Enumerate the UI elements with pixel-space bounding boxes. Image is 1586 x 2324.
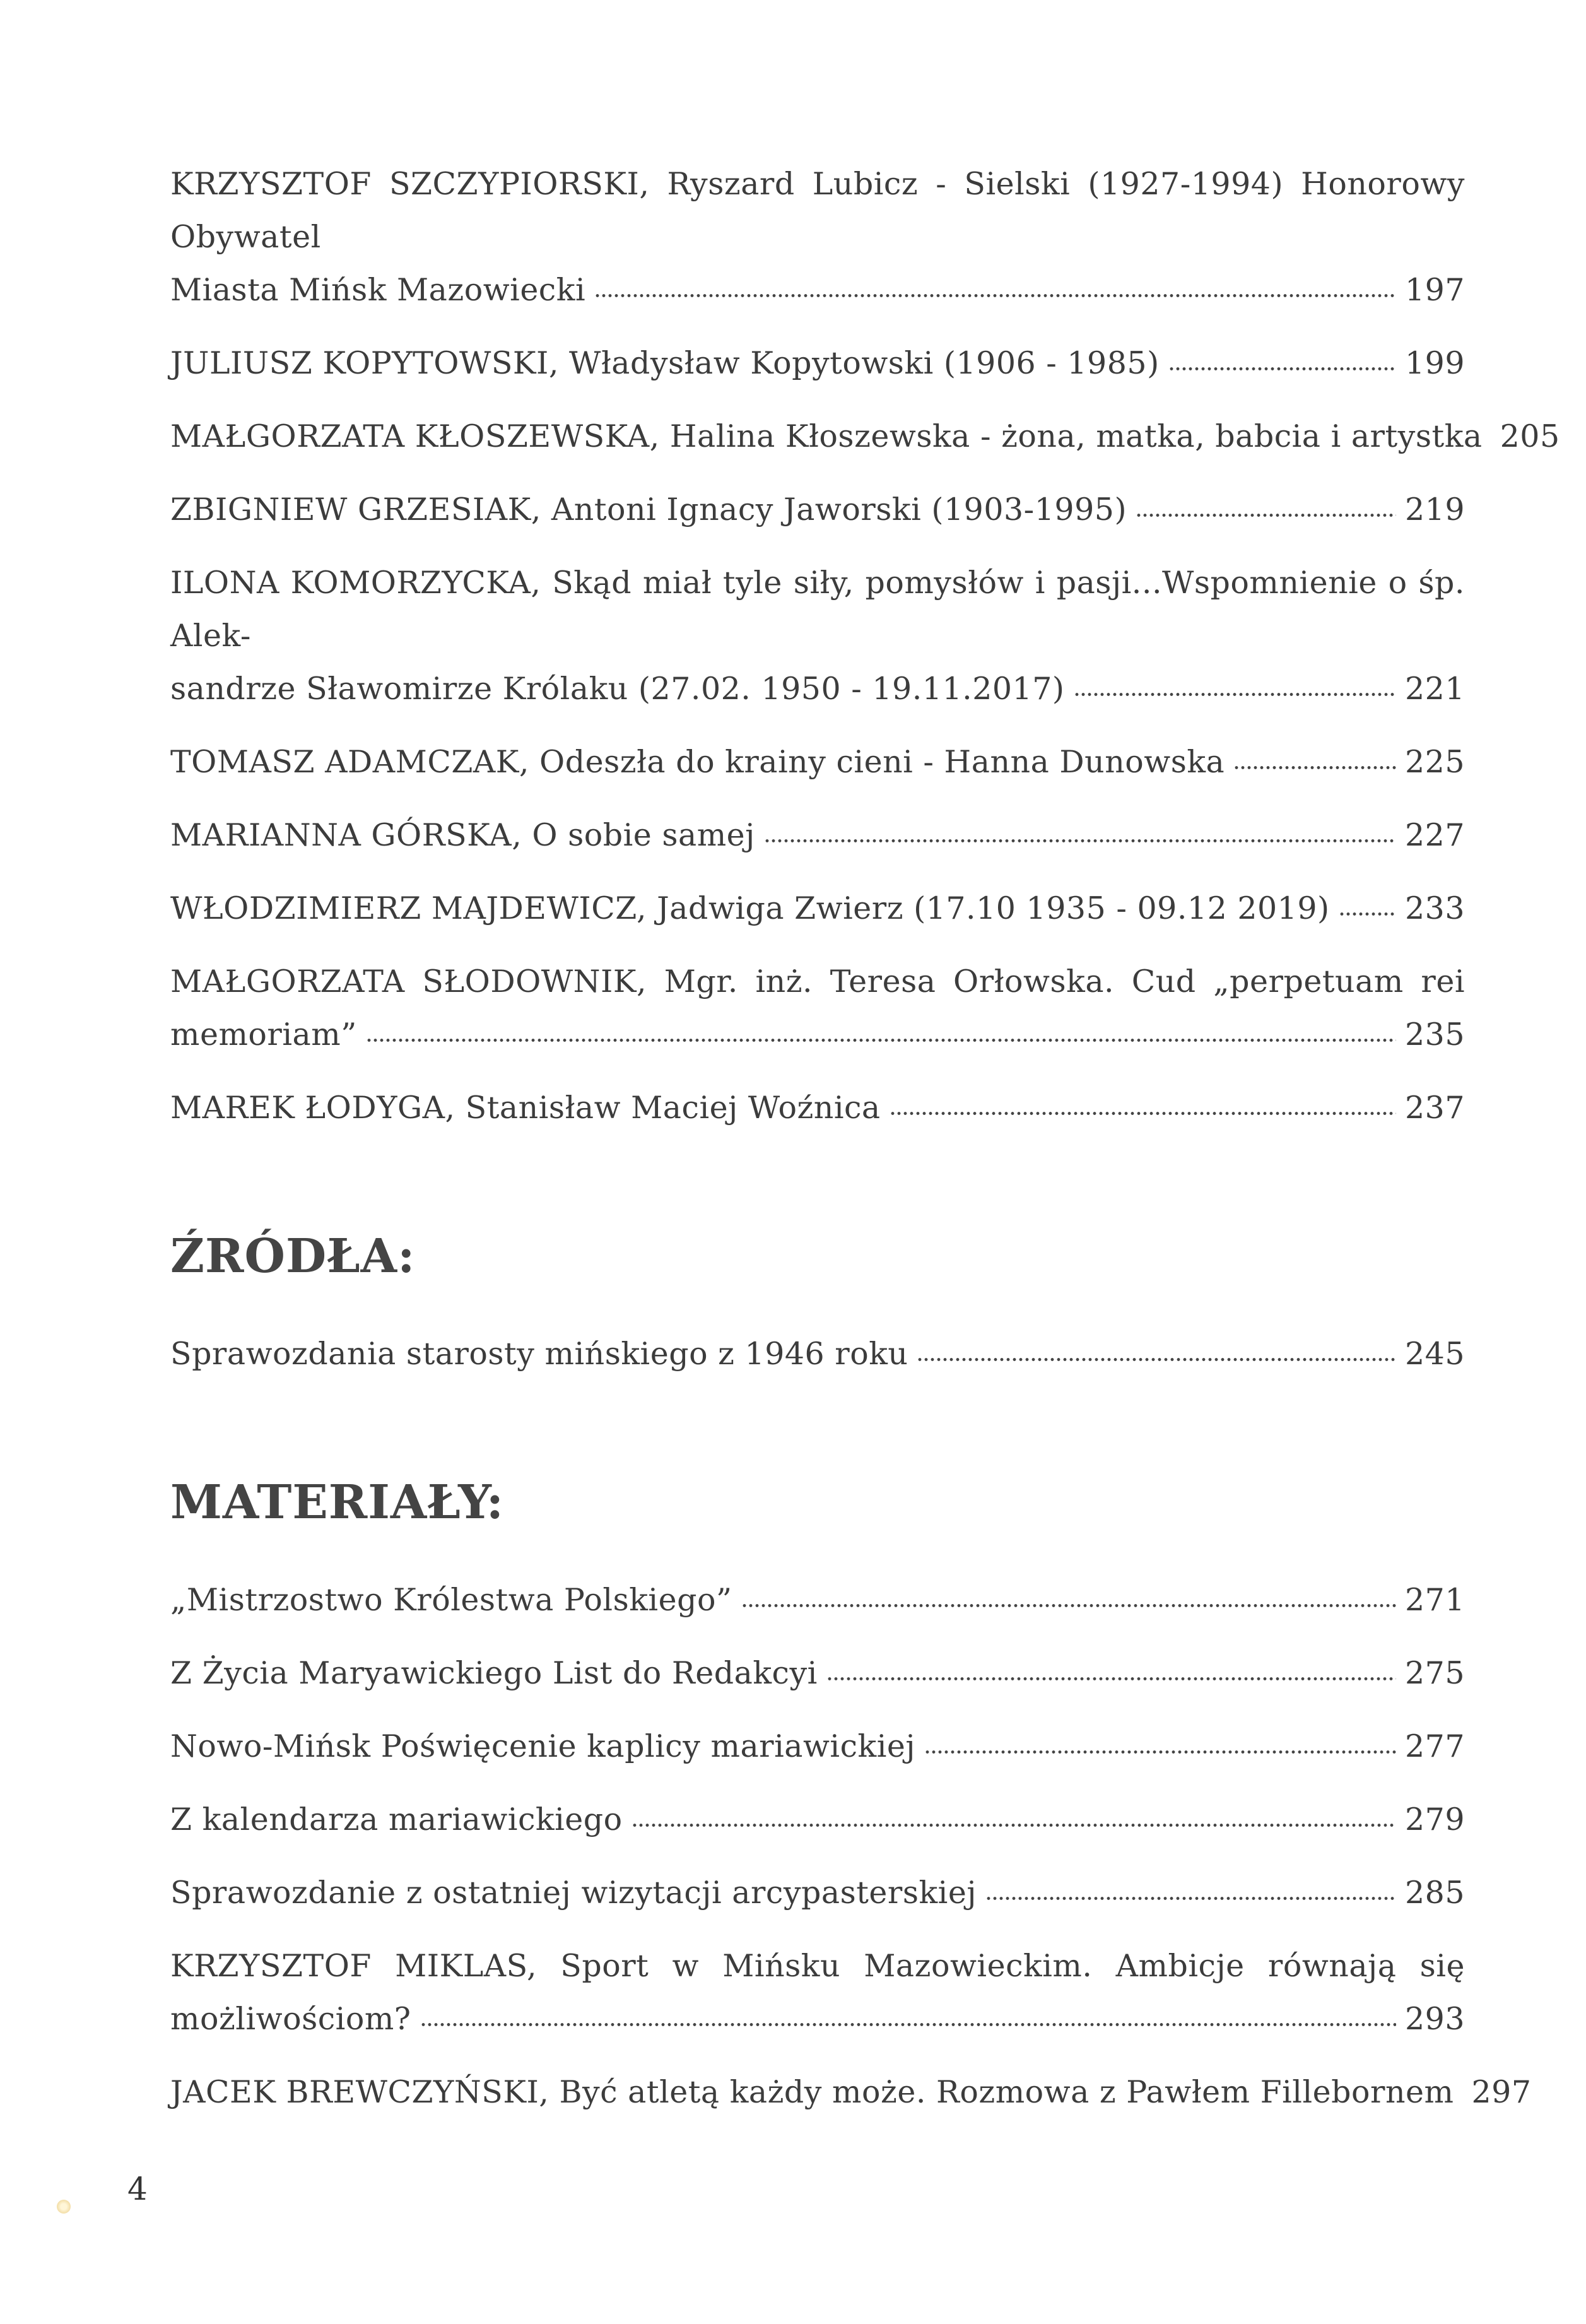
- section-entries: [170, 1574, 1532, 2119]
- toc-entry[interactable]: [170, 1328, 1465, 1381]
- toc-entry[interactable]: [170, 337, 1465, 390]
- toc-entry-page-number: 221: [1404, 671, 1465, 707]
- toc-entry-text: [170, 483, 1127, 536]
- dot-leader: [420, 1998, 1396, 2029]
- page-number: 4: [127, 2171, 148, 2207]
- toc-entry-page-number: 293: [1404, 2001, 1465, 2037]
- toc-entry[interactable]: [170, 882, 1465, 935]
- toc-entry-text: [170, 1082, 881, 1135]
- toc-entry-page-number: 237: [1404, 1090, 1465, 1126]
- toc-entry-last-line: [170, 337, 1465, 390]
- toc-entry-line: [170, 557, 1465, 663]
- toc-entry-title: Skąd miał tyle siły, pomysłów i pasji...Wspomnienie o śp. Alek-: [170, 565, 1465, 654]
- toc-entry-author: TOMASZ ADAMCZAK,: [170, 744, 529, 780]
- toc-entry[interactable]: [170, 158, 1465, 317]
- toc-entry-text: [170, 663, 1065, 716]
- toc-entry-text: [170, 736, 1225, 789]
- toc-entry-text: [170, 1574, 732, 1627]
- toc-entry-last-line: [170, 1993, 1465, 2046]
- toc-entry[interactable]: [170, 1720, 1465, 1773]
- toc-entry[interactable]: [170, 410, 1560, 463]
- toc-entry-title: Antoni Ignacy Jaworski (1903-1995): [551, 492, 1127, 528]
- toc-entry-author: KRZYSZTOF SZCZYPIORSKI,: [170, 166, 650, 202]
- toc-entry[interactable]: [170, 557, 1465, 716]
- toc-entry-title: Jadwiga Zwierz (17.10 1935 - 09.12 2019): [657, 890, 1330, 926]
- toc-entry-title: Sprawozdanie z ostatniej wizytacji arcypasterskiej: [170, 1875, 977, 1911]
- toc-entry-page-number: 235: [1404, 1017, 1465, 1053]
- toc-entry-line: [170, 955, 1465, 1008]
- toc-entry-text: [170, 809, 755, 862]
- toc-entry-last-line: [170, 1008, 1465, 1061]
- dot-leader: [1339, 888, 1396, 919]
- paper-stain-mark: [57, 2200, 71, 2214]
- toc-entry-page-number: 277: [1404, 1728, 1465, 1764]
- toc-entry[interactable]: [170, 1793, 1465, 1846]
- section-heading: ŹRÓDŁA:: [170, 1229, 416, 1283]
- toc-entry-title: Ryszard Lubicz - Sielski (1927-1994) Honorowy Obywatel: [170, 166, 1465, 255]
- toc-entry-page-number: 199: [1404, 345, 1465, 381]
- toc-entry-text: [170, 1647, 818, 1700]
- toc-entry[interactable]: [170, 483, 1465, 536]
- toc-entry-last-line: [170, 483, 1465, 536]
- toc-entry-title: Nowo-Mińsk Poświęcenie kaplicy mariawickiej: [170, 1728, 916, 1764]
- toc-entry-page-number: 205: [1500, 418, 1560, 454]
- dot-leader: [764, 815, 1396, 846]
- toc-entry-text: [170, 1793, 623, 1846]
- toc-entry-last-line: [170, 809, 1465, 862]
- dot-leader: [1233, 741, 1396, 772]
- toc-entry-last-line: [170, 264, 1465, 317]
- toc-entry-last-line: [170, 1647, 1465, 1700]
- section-zrodla: [170, 1229, 1465, 1381]
- table-of-contents: [170, 158, 1560, 2139]
- toc-entry-title: Stanisław Maciej Woźnica: [465, 1090, 881, 1126]
- dot-leader: [741, 1579, 1396, 1610]
- toc-entry-text: [170, 1867, 977, 1920]
- toc-entry-text: [170, 1008, 357, 1061]
- toc-entry-page-number: 297: [1471, 2074, 1532, 2110]
- toc-entry-last-line: [170, 1793, 1465, 1846]
- toc-entry-page-number: 233: [1404, 890, 1465, 926]
- toc-entry[interactable]: [170, 1940, 1465, 2046]
- toc-entry-page-number: 279: [1404, 1802, 1465, 1837]
- toc-entry[interactable]: [170, 1574, 1465, 1627]
- toc-entry-title: Halina Kłoszewska - żona, matka, babcia i artystka: [669, 418, 1483, 454]
- toc-entry-title: Być atletą każdy może. Rozmowa z Pawłem Fillebornem: [559, 2074, 1454, 2110]
- toc-entry-last-line: [170, 663, 1465, 716]
- toc-entry-text: [170, 2066, 1454, 2119]
- dot-leader: [826, 1653, 1396, 1684]
- toc-entry-text: [170, 882, 1330, 935]
- section-heading: MATERIAŁY:: [170, 1475, 505, 1530]
- toc-entry-line: [170, 158, 1465, 264]
- toc-entry-page-number: 219: [1404, 492, 1465, 528]
- toc-entry[interactable]: [170, 955, 1465, 1061]
- toc-entry-last-line: [170, 1082, 1465, 1135]
- dot-leader: [594, 269, 1396, 300]
- toc-entry[interactable]: [170, 1647, 1465, 1700]
- toc-entry[interactable]: [170, 1082, 1465, 1135]
- dot-leader: [1168, 343, 1396, 374]
- toc-entry-text: [170, 264, 585, 317]
- toc-entry-last-line: [170, 1574, 1465, 1627]
- dot-leader: [366, 1014, 1396, 1045]
- toc-entry[interactable]: [170, 736, 1465, 789]
- toc-entry-last-line: [170, 736, 1465, 789]
- toc-entry-text: [170, 1720, 915, 1773]
- toc-entry-line: [170, 1940, 1465, 1993]
- toc-entry-author: WŁODZIMIERZ MAJDEWICZ,: [170, 890, 647, 926]
- toc-entry-page-number: 245: [1404, 1336, 1465, 1372]
- dot-leader: [985, 1872, 1396, 1903]
- toc-entry-text: [170, 337, 1160, 390]
- toc-entry-author: JULIUSZ KOPYTOWSKI,: [170, 345, 559, 381]
- toc-entry[interactable]: [170, 1867, 1465, 1920]
- toc-entry-last-line: [170, 1867, 1465, 1920]
- toc-entry[interactable]: [170, 809, 1465, 862]
- toc-entry-page-number: 227: [1404, 817, 1465, 853]
- toc-entry-title: sandrze Sławomirze Królaku (27.02. 1950 - 19.11.2017): [170, 671, 1065, 707]
- toc-entry-author: JACEK BREWCZYŃSKI,: [170, 2074, 549, 2110]
- toc-entry-title: Władysław Kopytowski (1906 - 1985): [569, 345, 1160, 381]
- toc-entry-title: Z kalendarza mariawickiego: [170, 1802, 623, 1837]
- toc-entry-title: Sport w Mińsku Mazowieckim. Ambicje równają się: [560, 1948, 1465, 1984]
- toc-entry-author: KRZYSZTOF MIKLAS,: [170, 1948, 537, 1984]
- toc-entry-title: „Mistrzostwo Królestwa Polskiego”: [170, 1582, 732, 1618]
- toc-entry-page-number: 275: [1404, 1655, 1465, 1691]
- toc-entry-title: O sobie samej: [532, 817, 755, 853]
- dot-leader: [1074, 668, 1396, 699]
- toc-entry-text: [170, 1993, 411, 2046]
- toc-entry-title: możliwościom?: [170, 2001, 411, 2037]
- dot-leader: [924, 1726, 1396, 1757]
- toc-entry-title: memoriam”: [170, 1017, 357, 1053]
- toc-entry-title: Mgr. inż. Teresa Orłowska. Cud „perpetuam rei: [664, 964, 1465, 1000]
- toc-entry-last-line: [170, 882, 1465, 935]
- toc-entry-last-line: [170, 1720, 1465, 1773]
- toc-entry-page-number: 197: [1404, 272, 1465, 308]
- toc-entry-last-line: [170, 2066, 1532, 2119]
- toc-entry-page-number: 271: [1404, 1582, 1465, 1618]
- dot-leader: [1136, 489, 1396, 520]
- section-materialy: [170, 1475, 1532, 2119]
- toc-entry-author: ZBIGNIEW GRZESIAK,: [170, 492, 541, 528]
- toc-entry[interactable]: [170, 2066, 1532, 2119]
- toc-entry-author: ILONA KOMORZYCKA,: [170, 565, 541, 601]
- toc-entries-top: [170, 158, 1560, 1135]
- toc-entry-title: Sprawozdania starosty mińskiego z 1946 roku: [170, 1336, 908, 1372]
- toc-entry-author: MAŁGORZATA SŁODOWNIK,: [170, 964, 647, 1000]
- dot-leader: [631, 1799, 1396, 1830]
- dot-leader: [917, 1333, 1395, 1364]
- toc-entry-page-number: 225: [1404, 744, 1465, 780]
- toc-entry-title: Z Życia Maryawickiego List do Redakcyi: [170, 1655, 818, 1691]
- toc-entry-last-line: [170, 410, 1560, 463]
- toc-entry-page-number: 285: [1404, 1875, 1465, 1911]
- toc-entry-author: MAREK ŁODYGA,: [170, 1090, 455, 1126]
- toc-entry-text: [170, 1328, 908, 1381]
- toc-entry-last-line: [170, 1328, 1465, 1381]
- toc-entry-text: [170, 410, 1483, 463]
- toc-entry-title: Miasta Mińsk Mazowiecki: [170, 272, 586, 308]
- section-entries: [170, 1328, 1465, 1381]
- dot-leader: [890, 1087, 1396, 1118]
- toc-entry-title: Odeszła do krainy cieni - Hanna Dunowska: [539, 744, 1225, 780]
- toc-entry-author: MARIANNA GÓRSKA,: [170, 817, 522, 853]
- toc-entry-author: MAŁGORZATA KŁOSZEWSKA,: [170, 418, 660, 454]
